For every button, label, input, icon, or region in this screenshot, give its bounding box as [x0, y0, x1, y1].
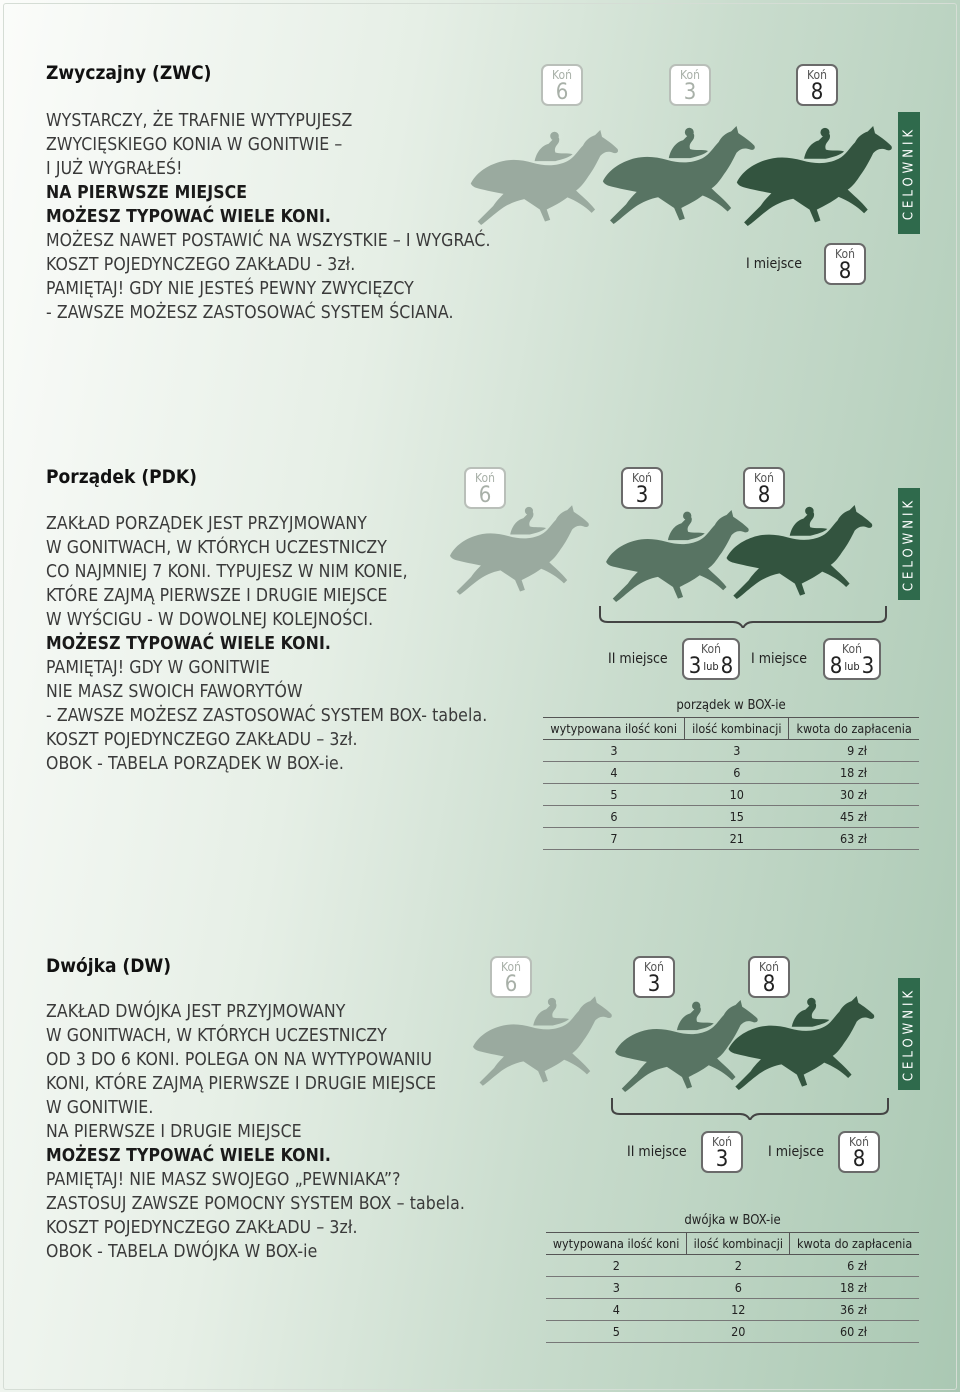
- table-cell: 15: [685, 806, 789, 828]
- table-cell: 2: [546, 1255, 687, 1277]
- horse-number: 3: [635, 483, 649, 508]
- table-cell: 4: [543, 762, 685, 784]
- table-cell: 10: [685, 784, 789, 806]
- text-line-bold: MOŻESZ TYPOWAĆ WIELE KONI.: [46, 1146, 331, 1166]
- text-line: OBOK - TABELA DWÓJKA W BOX-ie: [46, 1242, 318, 1262]
- text-line: KOSZT POJEDYNCZEGO ZAKŁADU – 3zł.: [46, 1218, 358, 1238]
- text-line: I JUŻ WYGRAŁEŚ!: [46, 159, 183, 179]
- box-table: [546, 1213, 919, 1343]
- section-title: Zwyczajny (ZWC): [46, 62, 212, 84]
- text-line: KTÓRE ZAJMĄ PIERWSZE I DRUGIE MIEJSCE: [46, 586, 388, 606]
- table-header: kwota do zapłacenia: [790, 1233, 919, 1255]
- or-label: lub: [703, 660, 719, 673]
- table-row: [546, 1255, 919, 1277]
- table-cell: 18 zł: [789, 762, 919, 784]
- table-cell: 6 zł: [790, 1255, 919, 1277]
- table-cell: 7: [543, 828, 685, 850]
- text-line: - ZAWSZE MOŻESZ ZASTOSOWAĆ SYSTEM BOX- tabela.: [46, 706, 488, 726]
- table-cell: 21: [685, 828, 789, 850]
- table-cell: 12: [687, 1299, 790, 1321]
- table-cell: 30 zł: [789, 784, 919, 806]
- horse-label: Koń: [807, 68, 827, 82]
- table-cell: 5: [543, 784, 685, 806]
- text-line: W WYŚCIGU - W DOWOLNEJ KOLEJNOŚCI.: [46, 610, 374, 630]
- table-caption: dwójka w BOX-ie: [684, 1213, 781, 1228]
- horse-number: 6: [504, 972, 518, 997]
- horse-number-box: [633, 956, 675, 998]
- celownik-label: CELOWNIK: [901, 986, 917, 1082]
- text-line: - ZAWSZE MOŻESZ ZASTOSOWAĆ SYSTEM ŚCIANA.: [46, 303, 454, 323]
- horse-silhouette-icon: [473, 996, 613, 1086]
- table-cell: 18 zł: [790, 1277, 919, 1299]
- text-line-bold: MOŻESZ TYPOWAĆ WIELE KONI.: [46, 634, 331, 654]
- second-place-label: II miejsce: [627, 1144, 687, 1160]
- text-line: ZAKŁAD PORZĄDEK JEST PRZYJMOWANY: [46, 514, 367, 534]
- table-cell: 4: [546, 1299, 687, 1321]
- horse-label: Koń: [475, 471, 495, 485]
- table-cell: 45 zł: [789, 806, 919, 828]
- horse-number: 8: [810, 80, 824, 105]
- horse-label: Koń: [759, 960, 779, 974]
- table-row: [546, 1321, 919, 1343]
- horse-number: 3: [861, 654, 875, 679]
- text-line: WYSTARCZY, ŻE TRAFNIE WYTYPUJESZ: [46, 111, 353, 131]
- horse-label: Koń: [849, 1135, 869, 1149]
- horse-number: 8: [852, 1147, 866, 1172]
- table-header: ilość kombinacji: [685, 718, 789, 740]
- text-line: KONI, KTÓRE ZAJMĄ PIERWSZE I DRUGIE MIEJSCE: [46, 1074, 437, 1094]
- text-line: ZWYCIĘSKIEGO KONIA W GONITWIE –: [46, 135, 343, 155]
- horse-label: Koń: [644, 960, 664, 974]
- horse-label: Koń: [701, 642, 721, 656]
- horse-number: 8: [757, 483, 771, 508]
- second-place-label: II miejsce: [608, 651, 668, 667]
- first-place-label: I miejsce: [751, 651, 807, 667]
- table-cell: 3: [543, 740, 685, 762]
- table-header: kwota do zapłacenia: [789, 718, 919, 740]
- horse-number: 6: [555, 80, 569, 105]
- table-cell: 3: [546, 1277, 687, 1299]
- bracket-line: [610, 1096, 890, 1120]
- celownik-label: CELOWNIK: [901, 125, 917, 221]
- text-line: NA PIERWSZE I DRUGIE MIEJSCE: [46, 1122, 302, 1142]
- text-line: W GONITWIE.: [46, 1098, 154, 1118]
- table-header: ilość kombinacji: [687, 1233, 790, 1255]
- horse-number: 8: [720, 654, 734, 679]
- text-line: NIE MASZ SWOICH FAWORYTÓW: [46, 682, 303, 702]
- table-cell: 63 zł: [789, 828, 919, 850]
- text-line: OD 3 DO 6 KONI. POLEGA ON NA WYTYPOWANIU: [46, 1050, 433, 1070]
- first-place-box: [838, 1131, 880, 1173]
- horse-number: 3: [688, 654, 702, 679]
- horse-label: Koń: [632, 471, 652, 485]
- celownik-tab: [898, 978, 920, 1090]
- text-line: CO NAJMNIEJ 7 KONI. TYPUJESZ W NIM KONIE,: [46, 562, 408, 582]
- horse-number: 3: [715, 1147, 729, 1172]
- horse-number-box: [490, 956, 532, 998]
- text-line: PAMIĘTAJ! GDY W GONITWIE: [46, 658, 271, 678]
- horse-label: Koń: [712, 1135, 732, 1149]
- table-cell: 6: [685, 762, 789, 784]
- text-line: KOSZT POJEDYNCZEGO ZAKŁADU – 3zł.: [46, 730, 358, 750]
- section-title: Porządek (PDK): [46, 466, 197, 488]
- table-cell: 2: [687, 1255, 790, 1277]
- horse-label: Koń: [501, 960, 521, 974]
- first-place-label: I miejsce: [768, 1144, 824, 1160]
- table-cell: 3: [685, 740, 789, 762]
- table-cell: 60 zł: [790, 1321, 919, 1343]
- text-line-bold: MOŻESZ TYPOWAĆ WIELE KONI.: [46, 207, 331, 227]
- horse-label: Koń: [552, 68, 572, 82]
- text-line: ZAKŁAD DWÓJKA JEST PRZYJMOWANY: [46, 1002, 346, 1022]
- horse-number: 3: [647, 972, 661, 997]
- table-cell: 6: [687, 1277, 790, 1299]
- table-cell: 6: [543, 806, 685, 828]
- text-line: MOŻESZ NAWET POSTAWIĆ NA WSZYSTKIE – I WYGRAĆ.: [46, 231, 491, 251]
- horse-silhouette-icon: [727, 996, 877, 1090]
- table-cell: 20: [687, 1321, 790, 1343]
- text-line: PAMIĘTAJ! NIE MASZ SWOJEGO „PEWNIAKA”?: [46, 1170, 401, 1190]
- horse-number: 6: [478, 483, 492, 508]
- celownik-label: CELOWNIK: [901, 496, 917, 592]
- text-line-bold: NA PIERWSZE MIEJSCE: [46, 183, 248, 203]
- horse-label: Koń: [842, 642, 862, 656]
- table-header: wytypowana ilość koni: [543, 718, 685, 740]
- horse-number: 8: [762, 972, 776, 997]
- text-line: KOSZT POJEDYNCZEGO ZAKŁADU - 3zł.: [46, 255, 356, 275]
- horse-label: Koń: [754, 471, 774, 485]
- horse-label: Koń: [680, 68, 700, 82]
- second-place-box: [701, 1131, 743, 1173]
- text-line: ZASTOSUJ ZAWSZE POMOCNY SYSTEM BOX – tabela.: [46, 1194, 465, 1214]
- section-title: Dwójka (DW): [46, 955, 172, 977]
- horse-label: Koń: [835, 247, 855, 261]
- table-row: [546, 1299, 919, 1321]
- first-place-label: I miejsce: [746, 256, 802, 272]
- horse-number: 3: [683, 80, 697, 105]
- table-cell: 36 zł: [790, 1299, 919, 1321]
- horse-number: 8: [838, 259, 852, 284]
- table-caption: porządek w BOX-ie: [676, 698, 786, 713]
- section-text: [46, 1000, 486, 1264]
- text-line: PAMIĘTAJ! GDY NIE JESTEŚ PEWNY ZWYCIĘZCY: [46, 279, 414, 299]
- text-line: W GONITWACH, W KTÓRYCH UCZESTNICZY: [46, 1026, 388, 1046]
- text-line: OBOK - TABELA PORZĄDEK W BOX-ie.: [46, 754, 344, 774]
- table-row: [546, 1277, 919, 1299]
- table-header: wytypowana ilość koni: [546, 1233, 687, 1255]
- text-line: W GONITWACH, W KTÓRYCH UCZESTNICZY: [46, 538, 388, 558]
- or-label: lub: [844, 660, 860, 673]
- table-cell: 9 zł: [789, 740, 919, 762]
- horse-number: 8: [829, 654, 843, 679]
- table-cell: 5: [546, 1321, 687, 1343]
- horse-number-box: [748, 956, 790, 998]
